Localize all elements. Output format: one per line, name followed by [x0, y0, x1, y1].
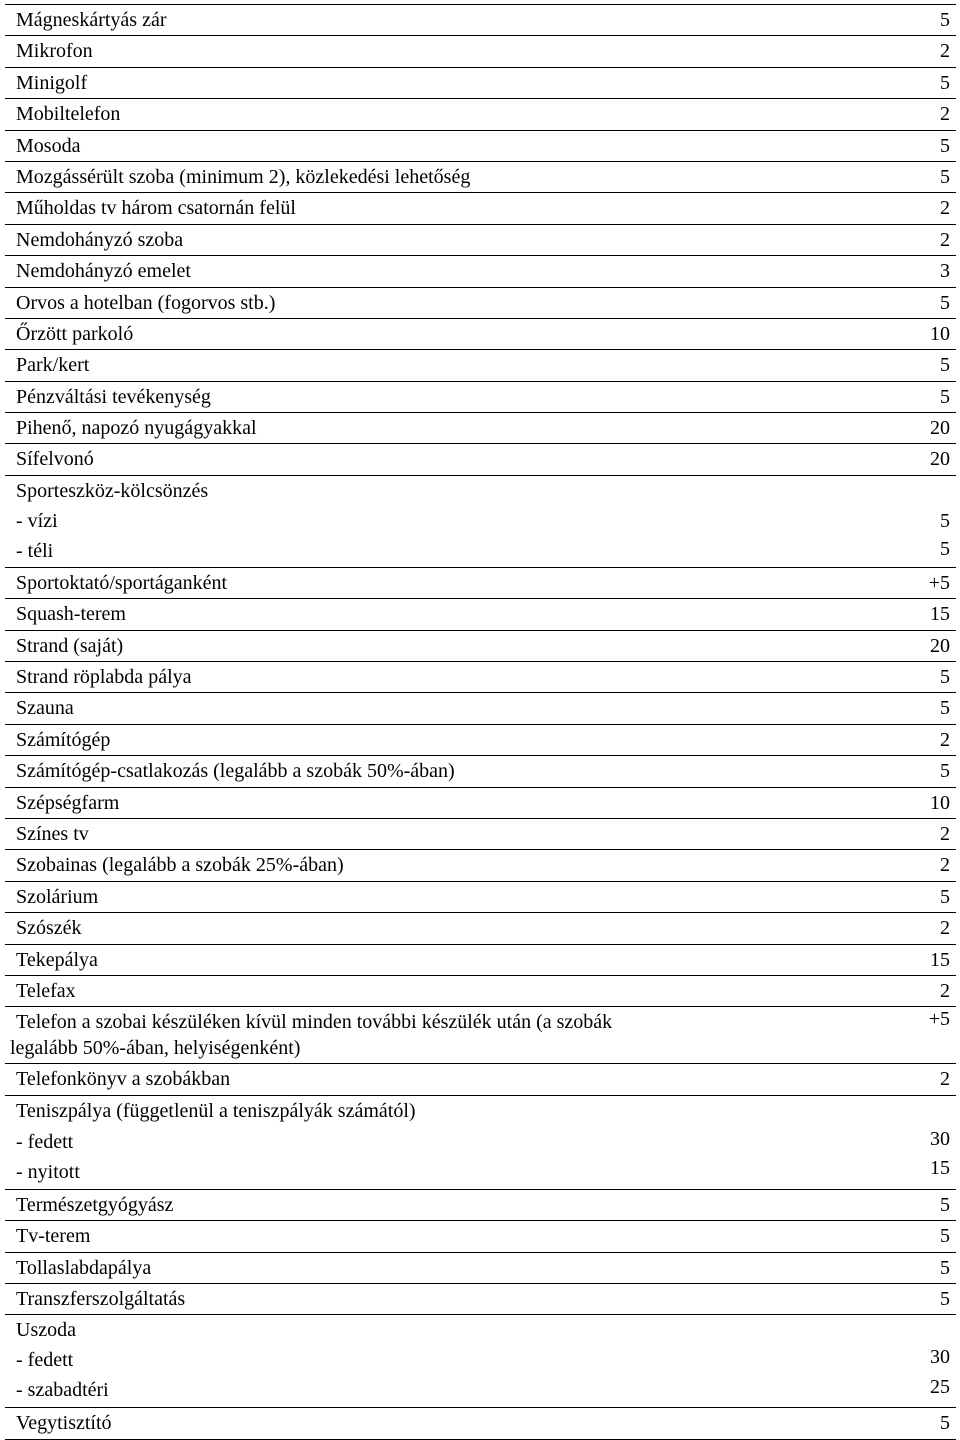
amenity-label: Őrzött parkoló [16, 322, 134, 345]
amenity-score: 15 [930, 948, 950, 971]
amenity-label: Műholdas tv három csatornán felül [16, 197, 296, 220]
amenity-label-line1: Telefon a szobai készüléken kívül minden további készülék után (a szobák [16, 1011, 613, 1034]
amenity-label: Nemdohányzó emelet [16, 260, 191, 283]
amenity-label: Sífelvonó [16, 448, 94, 471]
table-row [5, 5, 956, 36]
amenity-label: Park/kert [16, 354, 90, 377]
amenity-group-label: Teniszpálya (függetlenül a teniszpályák számától) [16, 1099, 416, 1122]
table-row [5, 288, 956, 319]
amenity-score: 2 [940, 822, 950, 845]
amenity-sub-label: - nyitott [16, 1160, 80, 1183]
amenity-label: Telefax [16, 979, 76, 1002]
amenity-sub-score: 5 [940, 537, 950, 560]
amenity-score: 2 [940, 228, 950, 251]
amenity-score: 5 [940, 760, 950, 783]
table-row [5, 819, 956, 850]
table-row [5, 725, 956, 756]
table-row [5, 662, 956, 693]
amenity-label: Transzferszolgáltatás [16, 1287, 186, 1310]
amenity-score: 3 [940, 260, 950, 283]
table-row-group [5, 1096, 956, 1190]
amenity-score-table [5, 4, 956, 1440]
amenity-score: 20 [930, 448, 950, 471]
table-row [5, 1284, 956, 1315]
amenity-sub-score: 25 [930, 1376, 950, 1399]
amenity-sub-score: 30 [930, 1346, 950, 1369]
amenity-score: 2 [940, 197, 950, 220]
amenity-label: Strand röplabda pálya [16, 666, 192, 689]
amenity-label: Tekepálya [16, 948, 98, 971]
amenity-score: +5 [928, 571, 950, 594]
amenity-label: Tv-terem [16, 1225, 91, 1248]
amenity-score: 2 [940, 917, 950, 940]
amenity-label: Squash-terem [16, 603, 126, 626]
amenity-label: Mágneskártyás zár [16, 9, 167, 31]
amenity-label: Telefonkönyv a szobákban [16, 1068, 231, 1091]
table-row [5, 225, 956, 256]
amenity-sub-label: - fedett [16, 1130, 74, 1153]
table-row-group [5, 476, 956, 568]
amenity-score: 5 [940, 1225, 950, 1248]
amenity-label: Szószék [16, 917, 82, 940]
amenity-sub-score: 30 [930, 1127, 950, 1150]
amenity-label: Szobainas (legalább a szobák 25%-ában) [16, 854, 344, 877]
amenity-label: Mikrofon [16, 40, 93, 63]
amenity-sub-score: 15 [930, 1156, 950, 1179]
table-row-group [5, 1315, 956, 1408]
amenity-label: Szolárium [16, 885, 99, 908]
amenity-score: 10 [930, 791, 950, 814]
table-row [5, 631, 956, 662]
amenity-group-label: Sporteszköz-kölcsönzés [16, 479, 209, 502]
table-row [5, 413, 956, 444]
amenity-label: Mosoda [16, 134, 81, 157]
amenity-label: Számítógép [16, 728, 111, 751]
amenity-score: +5 [928, 1008, 950, 1031]
amenity-score: 5 [940, 885, 950, 908]
amenity-score: 5 [940, 1256, 950, 1279]
table-row [5, 382, 956, 413]
amenity-sub-score: 5 [940, 509, 950, 532]
amenity-score: 5 [940, 666, 950, 689]
table-row [5, 319, 956, 350]
amenity-label: Mozgássérült szoba (minimum 2), közlekedési lehetőség [16, 165, 471, 188]
table-row [5, 193, 956, 224]
amenity-sub-label: - szabadtéri [16, 1379, 109, 1402]
amenity-sub-label: - fedett [16, 1349, 74, 1372]
amenity-label: Vegytisztító [16, 1412, 112, 1435]
amenity-score: 20 [930, 417, 950, 440]
amenity-score: 2 [940, 728, 950, 751]
amenity-label-line2: legalább 50%-ában, helyiségenként) [10, 1037, 301, 1060]
amenity-score: 2 [940, 40, 950, 63]
amenity-score: 5 [940, 291, 950, 314]
table-row [5, 256, 956, 287]
table-row [5, 788, 956, 819]
table-row [5, 1221, 956, 1252]
amenity-label: Számítógép-csatlakozás (legalább a szobák 50%-ában) [16, 760, 455, 783]
table-row [5, 99, 956, 130]
amenity-label: Orvos a hotelban (fogorvos stb.) [16, 291, 276, 314]
table-row [5, 350, 956, 381]
amenity-label: Színes tv [16, 822, 89, 845]
table-row [5, 1064, 956, 1095]
table-row [5, 850, 956, 881]
amenity-label: Minigolf [16, 71, 88, 94]
table-row [5, 882, 956, 913]
amenity-label: Pihenő, napozó nyugágyakkal [16, 417, 257, 440]
amenity-score: 5 [940, 1287, 950, 1310]
amenity-label-multiline [10, 1011, 716, 1060]
amenity-label: Tollaslabdapálya [16, 1256, 152, 1279]
table-row [5, 693, 956, 724]
amenity-label: Strand (saját) [16, 634, 124, 657]
amenity-score: 5 [940, 165, 950, 188]
table-row [5, 131, 956, 162]
amenity-score: 5 [940, 697, 950, 720]
amenity-score: 2 [940, 103, 950, 126]
amenity-score: 20 [930, 634, 950, 657]
amenity-label: Szauna [16, 697, 74, 720]
amenity-score: 2 [940, 979, 950, 1002]
table-row [5, 162, 956, 193]
amenity-label: Szépségfarm [16, 791, 120, 814]
table-row [5, 599, 956, 630]
amenity-sub-label: - vízi [16, 509, 58, 532]
amenity-label: Nemdohányzó szoba [16, 228, 184, 251]
table-row [5, 756, 956, 787]
amenity-score: 15 [930, 603, 950, 626]
table-row [5, 1253, 956, 1284]
table-row [5, 913, 956, 944]
table-row [5, 36, 956, 67]
table-row-multiline [5, 1007, 956, 1064]
table-row [5, 68, 956, 99]
amenity-score: 5 [940, 71, 950, 94]
amenity-score: 5 [940, 1412, 950, 1435]
table-row [5, 945, 956, 976]
amenity-score: 5 [940, 134, 950, 157]
amenity-label: Természetgyógyász [16, 1193, 174, 1216]
table-row [5, 976, 956, 1007]
amenity-score: 5 [940, 9, 950, 31]
amenity-score: 2 [940, 854, 950, 877]
amenity-label: Sportoktató/sportáganként [16, 571, 228, 594]
table-row [5, 1408, 956, 1439]
amenity-sub-label: - téli [16, 539, 54, 562]
table-row [5, 1190, 956, 1221]
amenity-label: Mobiltelefon [16, 103, 121, 126]
amenity-score: 5 [940, 385, 950, 408]
table-row [5, 444, 956, 475]
amenity-score: 5 [940, 354, 950, 377]
amenity-label: Pénzváltási tevékenység [16, 385, 211, 408]
amenity-group-label: Uszoda [16, 1319, 76, 1342]
amenity-score: 10 [930, 322, 950, 345]
amenity-score: 5 [940, 1193, 950, 1216]
amenity-score: 2 [940, 1068, 950, 1091]
table-row [5, 568, 956, 599]
